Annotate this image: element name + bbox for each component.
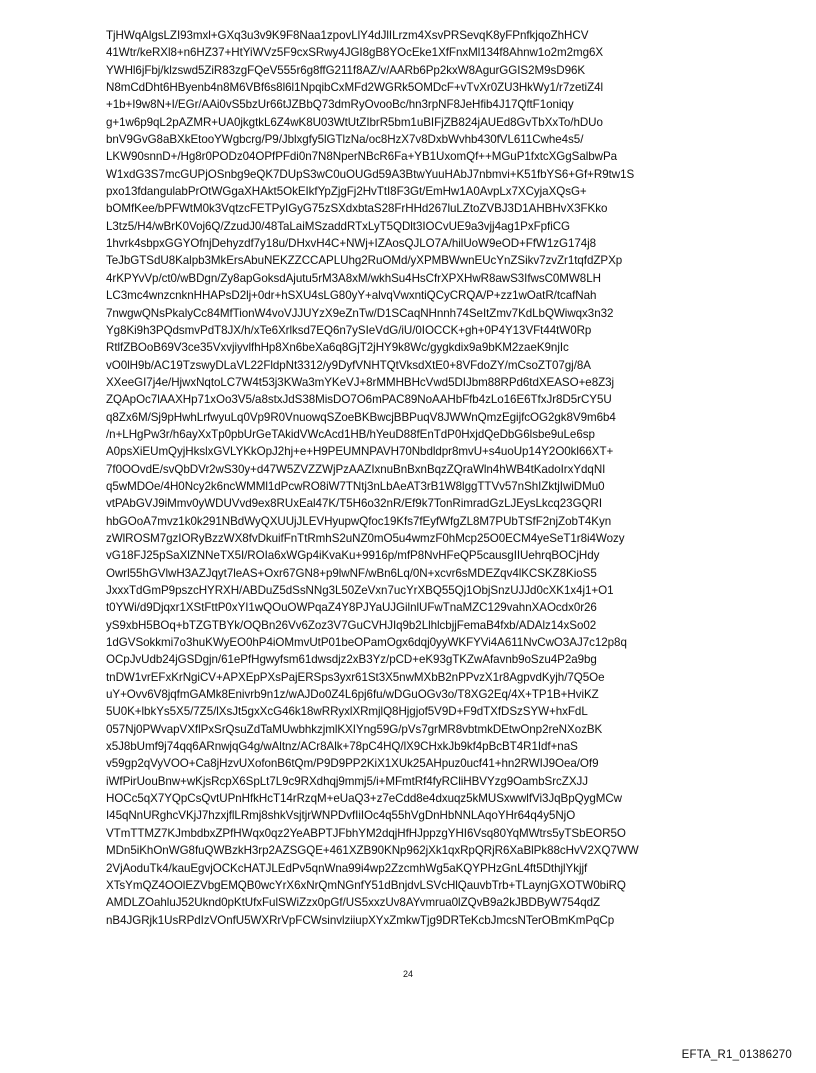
text-line: I45qNnURghcVKjJ7hzxjflLRmj8shkVsjtjrWNPDvfIiIOc4q55hVgDnHbNNLAqoYHr64q4y5NjO — [106, 809, 576, 823]
text-line: vO0lH9b/AC19TzswyDLaVL22FldpNt3312/y9DyfVNHTQtVksdXtE0+8VFdoZY/mCsoZT07gj/8A — [106, 358, 591, 372]
text-line: TeJbGTSdU8Kalpb3MkErsAbuNEKZZCCAPLUhg2RuOMd/yXPMBWwnEUcYnZSikv7zvZr1tqfdZPXp — [106, 254, 623, 268]
text-line: t0YWi/d9Djqxr1XStFttP0xYI1wQOuOWPqaZ4Y8PJYaUJGilnlUFwTnaMZC129vahnXAOcdx0r26 — [106, 601, 597, 615]
text-line: bnV9GvG8aBXkEtooYWgbcrg/P9/Jblxgfy5lGTlzNa/oc8HzX7v8DxbWvhb430fVL611Cwhe4s5/ — [106, 133, 584, 147]
text-line: q5wMDOe/4H0Ncy2k6ncWMMl1dPcwRO8iW7TNtj3nLbAeAT3rB1W8lggTTVv57nShIZktjIwiDMu0 — [106, 479, 605, 493]
text-line: Yg8Ki9h3PQdsmvPdT8JX/h/xTe6Xrlksd7EQ6n7ySIeVdG/iU/0IOCCK+gh+0P4Y13VFt44tW0Rp — [106, 323, 592, 337]
page-number: 24 — [402, 969, 413, 979]
text-line: ZQApOc7lAAXHp71xOo3V5/a8stxJdS38MisDO7O6mPAC89NoAAHbFfb4zLo16E6TfxJr8D5rCY5U — [106, 393, 612, 407]
text-line: tnDW1vrEFxKrNgiCV+APXEpPXsPajERSps3yxr61St3X5nwMXbB2nPPvzX1r8AgpvdKyjh/7Q5Oe — [106, 670, 605, 684]
text-line: uY+Ovv6V8jqfmGAMk8Enivrb9n1z/wAJDo0Z4L6pj6fu/wDGuOGv3o/T8XG2Eq/4X+TP1B+HviKZ — [106, 688, 599, 702]
text-line: 7f0OOvdE/svQbDVr2wS30y+d47W5ZVZZWjPzAAZIxnuBnBxnBqzZQraWln4hWB4tKadoIrxYdqNI — [106, 462, 606, 476]
text-line: yS9xbH5BOq+bTZGTBYk/OQBn26Vv6Zoz3V7GuCVHJIq9b2LlhlcbjjFemaB4fxb/ADAlz14xSo02 — [106, 618, 597, 632]
text-line: 41Wtr/keRXl8+n6HZ37+HtYiWVz5F9cxSRwy4JGI8gB8YOcEke1XfFnxMl134f8Ahnw1o2m2mg6X — [106, 46, 604, 60]
text-line: MDn5iKhOnWG8fuQWBzkH3rp2AZSGQE+461XZB90KNp962jXk1qxRpQRjR6XaBlPk88cHvV2XQ7WW — [106, 844, 639, 858]
text-line: LKW90snnD+/Hg8r0PODz04OPfPFdi0n7N8NperNBcR6Fa+YB1UxomQf++MGuP1fxtcXGgSalbwPa — [106, 150, 618, 164]
text-line: zWlROSM7gzIORyBzzWX8fvDkuifFnTtRmhS2uNZ0mO5u4wmzF0hMcp25O0ECM4yeSeT1r8i4Wozy — [106, 531, 625, 545]
text-line: x5J8bUmf9j74qq6ARnwjqG4g/wAltnz/ACr8Alk+78pC4HQ/lX9CHxkJb9kf4pBcBT4R1Idf+naS — [106, 740, 578, 754]
encoded-text-block — [106, 27, 796, 929]
text-line: N8mCdDht6HByenb4n8M6VBf6s8l6l1NpqibCxMFd2WGRk5OMDcF+vTvXr0ZU3HkWy1/r7zetiZ4l — [106, 81, 604, 95]
text-line: A0psXiEUmQyjHkslxGVLYKkOpJ2hj+e+H9PEUMNPAVH70Nbdldpr8mvU+s4uoUp14Y2O0kl66XT+ — [106, 445, 614, 459]
text-line: 5U0K+lbkYs5X5/7Z5/lXsJt5gxXcG46k18wRRyxlXRmjlQ8Hjgjof5V9D+F9dTXfDSzSYW+hxFdL — [106, 705, 588, 719]
text-line: 1dGVSokkmi7o3huKWyEO0hP4iOMmvUtP01beOPamOgx6dqj0yyWKFYVi4A611NvCwO3AJ7c12p8q — [106, 636, 627, 650]
text-line: 057Nj0PWvapVXflPxSrQsuZdTaMUwbhkzjmlKXIYng59G/pVs7grMR8vbtmkDEtwOnp2reNXozBK — [106, 722, 603, 736]
text-line: nB4JGRjk1UsRPdIzVOnfU5WXRrVpFCWsinvlziiupXYxZmkwTjg9DRTeKcbJmcsNTerOBmKmPqCp — [106, 913, 615, 927]
text-line: vG18FJ25pSaXlZNNeTX5I/ROIa6xWGp4iKvaKu+9916p/mfP8NvHFeQP5causgIIUehrqBOCjHdy — [106, 549, 600, 563]
text-line: JxxxTdGmP9pszcHYRXH/ABDuZ5dSsNNg3L50ZeVxn7ucYrXBQ55Qj1ObjSnzUJJd0cXK1x4j1+O1 — [106, 584, 614, 597]
text-line: L3tz5/H4/wBrK0Voj6Q/ZzudJ0/48TaLaiMSzaddRTxLyT5QDlt3IOCvUE9a3vjj4ag1PxFpfiCG — [106, 219, 571, 233]
text-line: q8Zx6M/Sj9pHwhLrfwyuLq0Vp9R0VnuowqSZoeBKBwcjBBPuqV8JWWnQmzEgijfcOG2gk8V9m6b4 — [106, 410, 616, 424]
text-line: XXeeGI7j4e/HjwxNqtoLC7W4t53j3KWa3mYKeVJ+8rMMHBHcVwd5DIJbm88RPd6tdXEASO+e8Z3j — [106, 375, 615, 389]
text-line: bOMfKee/bPFWtM0k3VqtzcFETPyIGyG75zSXdxbtaS28FrHHd267luLZtoZVBJ3D1AHBHvX3FKko — [106, 202, 608, 216]
text-line: XTsYmQZ4OOlEZVbgEMQB0wcYrX6xNrQmNGnfY51dBnjdvLSVcHlQauvbTrb+TLaynjGXOTW0biRQ — [106, 878, 626, 892]
text-line: HOCc5qX7YQpCsQvtUPnHfkHcT14rRzqM+eUaQ3+z7eCdd8e4dxuqz5kMUSxwwlfVi3JqBpQygMCw — [106, 792, 622, 806]
text-line: v59gp2qVyVOO+Ca8jHzvUXofonB6tQm/P9D9PP2KiX1XUk25AHpuz0ucf41+hn2RWIJ9Oea/Of9 — [106, 757, 599, 771]
text-line: /n+LHgPw3r/h6ayXxTp0pbUrGeTAkidVWcAcd1HB/hYeuD88fEnTdP0HxjdQeDbG6lsbe9uLe6sp — [106, 427, 595, 441]
text-line: 2VjAoduTk4/kauEgvjOCKcHATJLEdPv5qnWna99i4wp2ZzcmhWg5aKQYPHzGnL4ft5DthjlYkjjf — [106, 861, 588, 875]
text-line: LC3mc4wnzcnknHHAPsD2lj+0dr+hSXU4sLG80yY+alvqVwxntiQCyCRQA/P+zz1wOatR/tcafNah — [106, 289, 597, 303]
text-line: +1b+I9w8N+I/EGr/AAi0vS5bzUr66tJZBbQ73dmRyOvooBc/hn3rpNF8JeHfib4J17QftF1oniqy — [106, 98, 574, 112]
text-line: iWfPirUouBnw+wKjsRcpX6SpLt7L9c9RXdhqj9mmj5/i+MFmtRf4fyRCliHBVYzg9OambSrcZXJJ — [106, 774, 589, 788]
text-line: VTmTTMZ7KJmbdbxZPfHWqx0qz2YeABPTJFbhYM2dqjHfHJppzgYHI6Vsq80YqMWtrs5yTSbEOR5O — [106, 826, 626, 840]
text-line: OCpJvUdb24jGSDgjn/61ePfHgwyfsm61dwsdjz2xB3Yz/pCD+eK93gTKZwAfavnb9oSzu4P2a9bg — [106, 653, 597, 667]
text-line: 4rKPYvVp/ct0/wBDgn/Zy8apGoksdAjutu5rM3A8xM/wkhSu4HsCfrXPXHwR8awS3IfwsC0MW8LH — [106, 271, 601, 285]
text-line: pxo13fdangulabPrOtWGgaXHAkt5OkEIkfYpZjgFj2HvTtI8F3Gt/EmHw1A0AvpLx7XCyjaXQsG+ — [106, 185, 587, 199]
text-line: W1xdG3S7mcGUPjOSnbg9eQK7DUpS3wC0uOUGd59A3BtwYuuHAbJ7nbmvi+K51fbYS6+Gf+R9tw1S — [106, 167, 635, 181]
text-line: 7nwgwQNsPkalyCc84MfTionW4voVJJUYzX9eZnTw/D1SCaqNHnnh74SeItZmv7KdLbQWiwqx3n32 — [106, 306, 614, 320]
text-line: vtPAbGVJ9iMmv0yWDUVvd9ex8RUxEal47K/T5H6o32nR/Ef9k7TonRimradGzLJEysLkcq23GQRI — [106, 497, 602, 511]
text-line: AMDLZOahluJ52Uknd0pKtUfxFulSWiZzx0pGf/US5xxzUv8AYvmrua0lZQvB9a2kJBDByW754qdZ — [106, 896, 601, 910]
text-line: 1hvrk4sbpxGGYOfnjDehyzdf7y18u/DHxvH4C+NWj+IZAosQJLO7A/hilUoW9eOD+FfW1zG174j8 — [106, 237, 597, 251]
text-line: hbGOoA7mvz1k0k291NBdWyQXUUjJLEVHyupwQfoc19Kfs7fEyfWfgZL8M7PUbTSfF2njZobT4Kyn — [106, 514, 612, 528]
text-line: g+1w6p9qL2pAZMR+UA0jkgtkL6Z4wK8U03WtUtZIbrR5bm1uBIFjZB824jAUEd8GvTbXxTo/hDUo — [106, 115, 603, 129]
text-line: YWHl6jFbj/klzswd5ZiR83zgFQeV555r6g8ffG211f8AZ/v/AARb6Pp2kxW8AgurGGIS2M9sD96K — [106, 63, 586, 77]
text-line: RtlfZBOoB69V3ce35VxvjiyvlfhHp8Xn6beXa6q8GjT2jHY9k8Wc/gygkdix9a9bKM2zaeK9njIc — [106, 341, 569, 355]
text-line: Owrl55hGVlwH3AZJqyt7leAS+Oxr67GN8+p9lwNF/wBn6Lq/0N+xcvr6sMDEZqv4lKCSKZ8KioS5 — [106, 566, 597, 580]
text-line: TjHWqAlgsLZI93mxl+GXq3u3v9K9F8Naa1zpovLlY4dJlILrzm4XsvPRSevqK8yFPnfkjqoZhHCV — [106, 29, 589, 42]
document-id: EFTA_R1_01386270 — [681, 1049, 792, 1061]
